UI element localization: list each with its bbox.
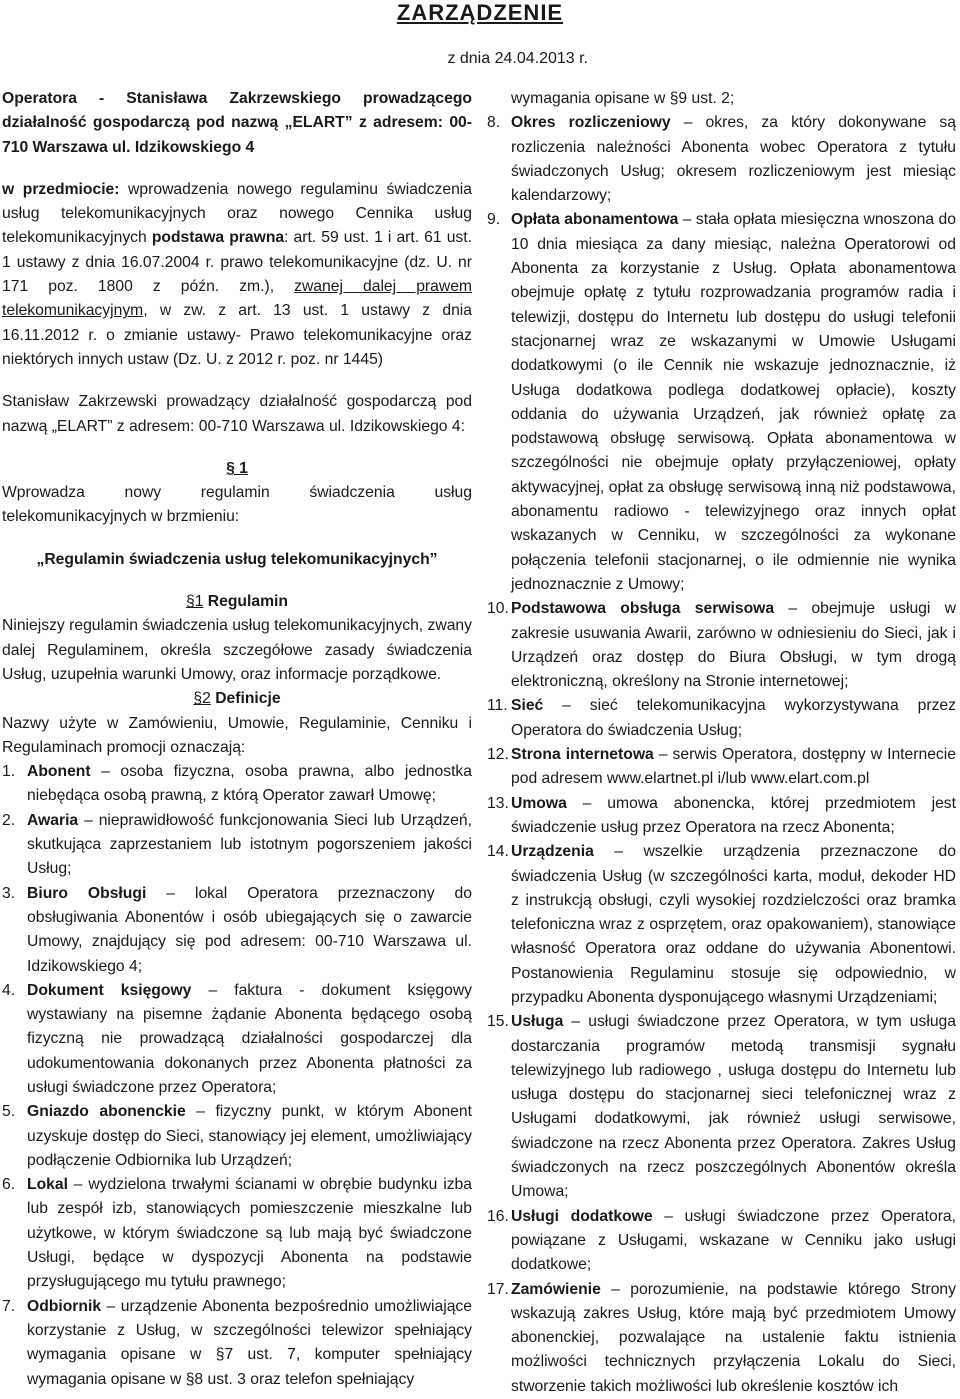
section-1-text: Wprowadza nowy regulamin świadczenia usług telekomunikacyjnych w brzmieniu: — [2, 484, 472, 526]
continued-definition-text: wymagania opisane w §9 ust. 2; — [511, 90, 735, 107]
section-1-heading: § 1 — [226, 459, 248, 477]
regulation-section-1-text: Niniejszy regulamin świadczenia usług telekomunikacyjnych, zwany dalej Regulaminem, określa szczegółowe zasady świadczenia Usług, uzupełnia warunki Umowy, oraz informacje porządkowe. — [2, 617, 472, 683]
definition-item: 17. Zamówienie – porozumienie, na podstawie którego Strony wskazują zakres Usług, które mają być przedmiotem Umowy abonenckiej, pozwalające na ustalenie faktu istnienia możliwości technicznych przyłączenia Lokalu do Sieci, stworzenie takich możliwości lub określenie kosztów ich — [487, 1280, 956, 1395]
regulation-section-2-heading: §2 Definicje — [193, 690, 281, 708]
definition-item: 13. Umowa – umowa abonencka, której przedmiotem jest świadczenie usług przez Operatora na rzecz Abonenta; — [487, 794, 956, 836]
definition-item: 4. Dokument księgowy – faktura - dokument księgowy wystawiany na pisemne żądanie Abonenta będącego osobą fizyczną nie prowadzącą działalności gospodarczej dla udokumentowania dokonanych przez Abonenta płatności za usługi świadczone przez Operatora; — [2, 981, 472, 1096]
definition-item: 8. Okres rozliczeniowy – okres, za który dokonywane są rozliczenia należności Abonenta wobec Operatora z tytułu świadczonych Usług; okresem rozliczeniowym jest miesiąc kalendarzowy; — [487, 114, 956, 205]
definition-item: 9. Opłata abonamentowa – stała opłata miesięczna wnoszona do 10 dnia miesiąca za dany miesiąc, należna Operatorowi od Abonenta za korzystanie z Usług. Opłata abonamentowa obejmuje opłatę z tytułu rozprowadzania programów radia i telewizji, dostępu do Internetu lub dostępu do usługi telefonii stacjonarnej wraz ze wskazanymi w Umowie Usługami dodatkowymi (o ile Cennik nie wskazuje jednoznacznie, iż Usługa dodatkowa podlega dodatkowej opłacie), koszty oddania do używania Urządzeń, jak również opłatę za podstawową obsługę serwisową. Opłata abonamentowa w szczególności nie obejmuje opłaty przyłączeniowej, opłaty aktywacyjnej, opłat za obsługę serwisową inną niż podstawowa, abonamentu radiowo - telewizyjnego oraz innych opłat wskazanych w Cenniku, w szczególności za wykonane połączenia telefonii stacjonarnej, o ile odmiennie nie wynika jednoznacznie z Umowy; — [487, 211, 956, 593]
regulation-title: „Regulamin świadczenia usług telekomunikacyjnych” — [36, 550, 438, 568]
definition-item: 7. Odbiornik – urządzenie Abonenta bezpośrednio umożliwiające korzystanie z Usług, w szczególności telewizor spełniający wymagania opisane w §7 ust. 7, komputer spełniający wymagania opisane w §8 ust. 3 oraz telefon spełniający — [2, 1297, 472, 1388]
definition-item: 16. Usługi dodatkowe – usługi świadczone przez Operatora, powiązane z Usługami, wskazane w Cenniku jako usługi dodatkowe; — [487, 1207, 957, 1274]
definition-item: 10. Podstawowa obsługa serwisowa – obejmuje usługi w zakresie usuwania Awarii, zarówno w odniesieniu do Sieci, jak i Urządzeń oraz dostęp do Biura Obsługi, w tym drogą elektroniczną, określony na Stronie internetowej; — [487, 600, 957, 691]
operator-paragraph: Operatora - Stanisława Zakrzewskiego prowadzącego działalność gospodarczą pod nazwą „ELART” z adresem: 00-710 Warszawa ul. Idzikowskiego 4 — [2, 90, 472, 156]
left-column — [2, 87, 472, 1392]
right-column — [487, 87, 956, 1399]
definitions-list-left — [2, 760, 472, 1392]
definition-item: 15. Usługa – usługi świadczone przez Operatora, w tym usługa dostarczania programów metodą transmisji sygnału telewizyjnego lub radiowego , usługa dostępu do Internetu lub usługa dostępu do stacjonarnej sieci telefonicznej wraz z Usługami dodatkowymi, jak również usługi serwisowe, świadczone na rzecz Abonenta przez Operatora. Zakres Usług świadczonych na rzecz poszczególnych Abonentów określa Umowa; — [487, 1013, 956, 1201]
definition-item: 12. Strona internetowa – serwis Operatora, dostępny w Internecie pod adresem www.elartnet.pl i/lub www.elart.com.pl — [487, 746, 956, 788]
regulation-section-2-text: Nazwy użyte w Zamówieniu, Umowie, Regulaminie, Cenniku i Regulaminach promocji oznaczają: — [2, 714, 472, 756]
intro-paragraph: Stanisław Zakrzewski prowadzący działalność gospodarczą pod nazwą „ELART” z adresem: 00-710 Warszawa ul. Idzikowskiego 4: — [2, 393, 472, 435]
definition-item: 6. Lokal – wydzielona trwałymi ścianami w obrębie budynku izba lub zespół izb, stanowiących pomieszczenie mieszkalne lub użytkowe, w którym świadczone są lub mają być świadczone Usługi, będące w dyspozycji Abonenta na podstawie przysługującego mu tytułu prawnego; — [2, 1176, 472, 1291]
definition-item: 1. Abonent – osoba fizyczna, osoba prawna, albo jednostka niebędąca osobą prawną, z którą Operator zawarł Umowę; — [2, 763, 472, 805]
regulation-section-1-heading: §1 Regulamin — [185, 593, 288, 611]
definition-item: 11. Sieć – sieć telekomunikacyjna wykorzystywana przez Operatora do świadczenia Usług; — [487, 697, 956, 739]
definition-item: 5. Gniazdo abonenckie – fizyczny punkt, w którym Abonent uzyskuje dostęp do Sieci, stanowiący jej element, umożliwiający podłączenie Odbiornika lub Urządzeń; — [2, 1103, 472, 1169]
document-date: z dnia 24.04.2013 r. — [447, 50, 588, 67]
definition-item: 3. Biuro Obsługi – lokal Operatora przeznaczony do obsługiwania Abonentów i osób ubiegających się o zawarcie Umowy, znajdujący się pod adresem: 00-710 Warszawa ul. Idzikowskiego 4; — [2, 884, 472, 975]
definitions-list-right — [487, 111, 956, 1399]
definition-item: 2. Awaria – nieprawidłowość funkcjonowania Sieci lub Urządzeń, skutkująca zaprzestaniem lub istotnym pogorszeniem jakości Usług; — [2, 811, 472, 878]
subject-paragraph: w przedmiocie: wprowadzenia nowego regulaminu świadczenia usług telekomunikacyjnych oraz nowego Cennika usług telekomunikacyjnych podstawa prawna: art. 59 ust. 1 i art. 61 ust. 1 ustawy z dnia 16.07.2004 r. prawo telekomunikacyjne (dz. U. nr 171 poz. 1800 z późn. zm.), zwanej dalej prawem telekomunikacyjnym, w zw. z art. 13 ust. 1 ustawy z dnia 16.11.2012 r. o zmianie ustawy- Prawo telekomunikacyjne oraz niektórych innych ustaw (Dz. U. z 2012 r. poz. nr 1445) — [2, 180, 472, 368]
definition-item: 14. Urządzenia – wszelkie urządzenia przeznaczone do świadczenia Usług (w szczególności karta, moduł, dekoder HD z instrukcją obsługi, czyli wysokiej rozdzielczości oraz bramka telefoniczna wraz z osprzętem, oraz opakowaniem), stanowiące własność Operatora oraz oddane do używania Abonentowi. Postanowienia Regulaminu stosuje się odpowiednio, w przypadku Abonenta dysponującego własnymi Urządzeniami; — [487, 843, 956, 1006]
document-title: ZARZĄDZENIE — [396, 0, 564, 25]
